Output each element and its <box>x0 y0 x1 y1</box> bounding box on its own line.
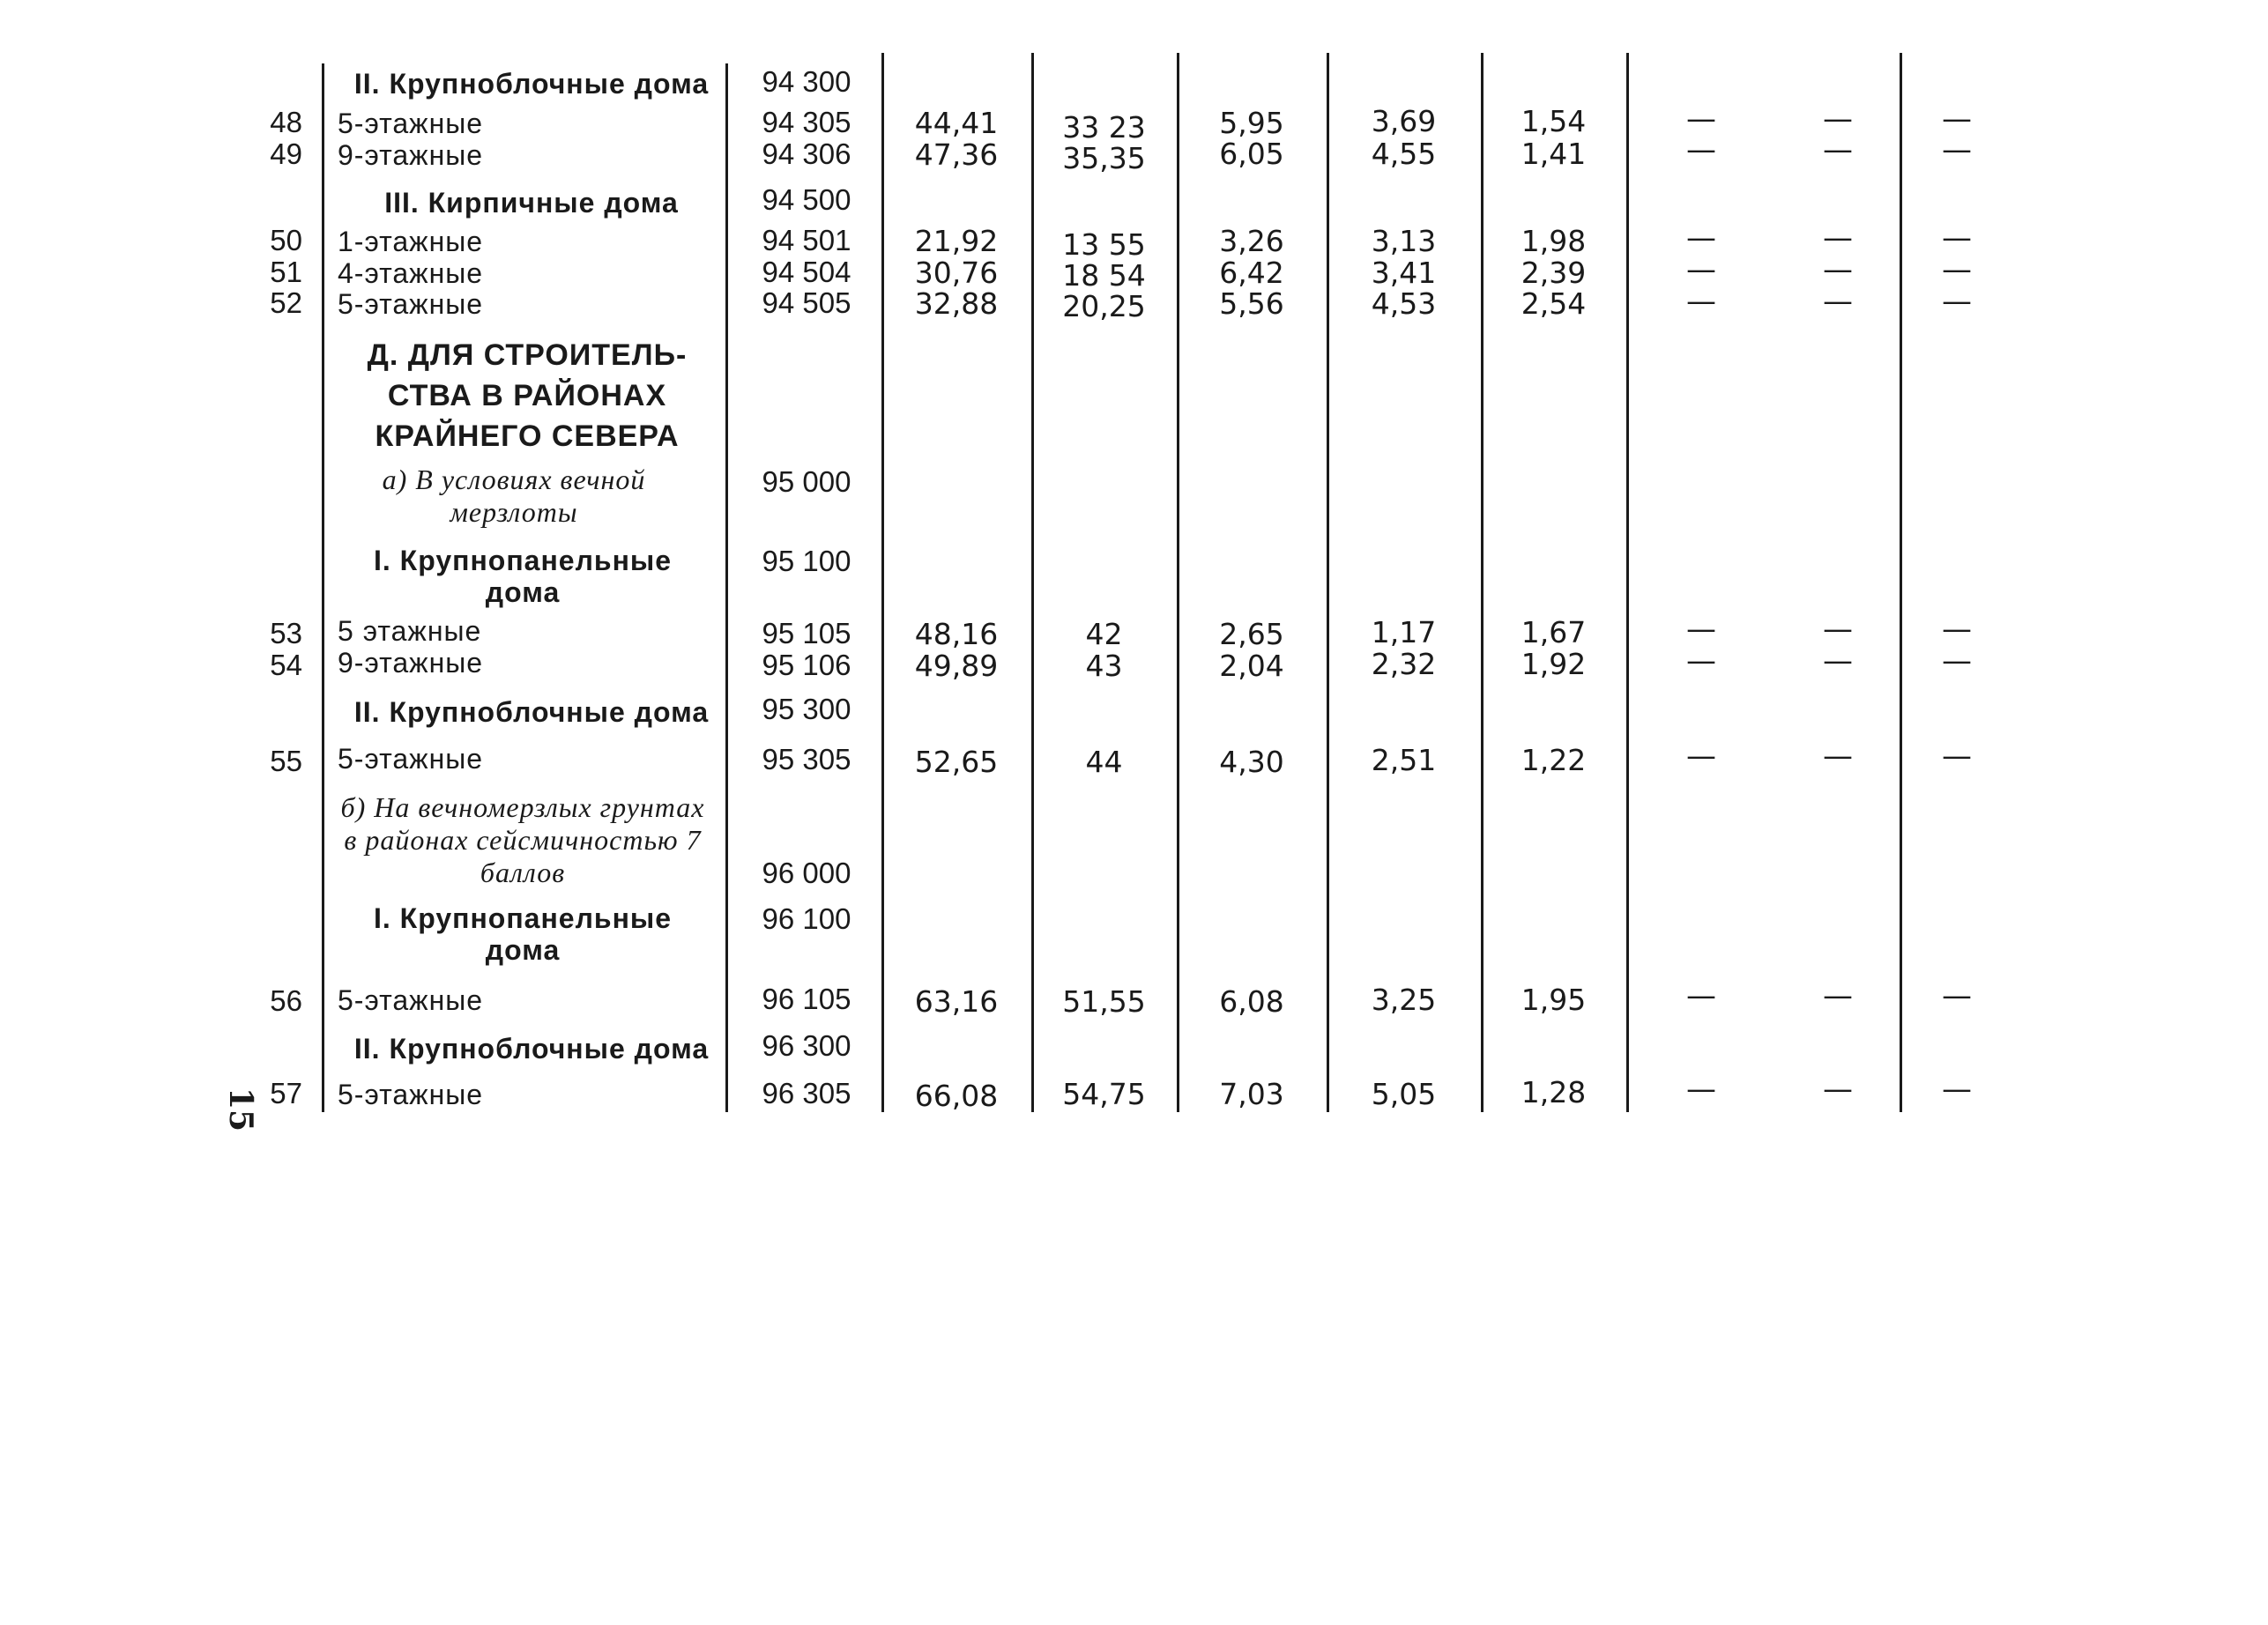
row-dash: — <box>1686 284 1716 319</box>
row-dash: — <box>1686 612 1716 647</box>
row-code: 94 305 <box>762 106 851 138</box>
row-value: 54,75 <box>1062 1077 1146 1111</box>
row-value: 1,54 <box>1521 104 1587 138</box>
row-value: 6,42 <box>1219 256 1284 290</box>
group-code: 95 000 <box>762 465 851 498</box>
row-dash: — <box>1823 101 1853 137</box>
row-value: 3,13 <box>1371 224 1437 258</box>
row-value: 66,08 <box>914 1079 999 1113</box>
row-dash: — <box>1942 978 1972 1013</box>
row-code: 95 105 <box>762 617 851 649</box>
row-dash: — <box>1686 252 1716 287</box>
row-value: 3,41 <box>1371 256 1437 290</box>
row-number: 55 <box>270 745 302 777</box>
row-value: 51,55 <box>1062 984 1146 1019</box>
group-code: 95 300 <box>762 693 851 725</box>
row-dash: — <box>1823 284 1853 319</box>
group-heading: III. Кирпичные дома <box>384 187 679 219</box>
row-code: 95 305 <box>762 743 851 775</box>
group-code: 96 300 <box>762 1029 851 1062</box>
row-value: 1,22 <box>1521 743 1587 777</box>
row-value: 1,98 <box>1521 224 1587 258</box>
row-number: 52 <box>270 286 302 319</box>
row-value: 1,17 <box>1371 615 1437 649</box>
column-rule <box>1177 53 1179 1112</box>
row-dash: — <box>1823 643 1853 679</box>
row-code: 96 305 <box>762 1077 851 1109</box>
group-heading: II. Крупноблочные дома <box>353 1033 710 1065</box>
row-number: 49 <box>270 137 302 170</box>
row-dash: — <box>1942 1072 1972 1107</box>
row-dash: — <box>1823 252 1853 287</box>
row-value: 6,08 <box>1219 984 1284 1019</box>
group-code: 96 100 <box>762 902 851 935</box>
row-number: 51 <box>270 256 302 288</box>
row-value: 1,28 <box>1521 1075 1587 1109</box>
row-value: 42 <box>1085 617 1123 651</box>
column-rule <box>322 63 324 1112</box>
row-value: 52,65 <box>914 745 999 779</box>
row-dash: — <box>1942 101 1972 137</box>
row-code: 94 505 <box>762 286 851 319</box>
row-value: 1,67 <box>1521 615 1587 649</box>
row-code: 95 106 <box>762 649 851 681</box>
row-value: 49,89 <box>914 649 999 683</box>
column-rule <box>1327 53 1329 1112</box>
row-value: 18 54 <box>1062 258 1146 293</box>
column-rule <box>725 63 728 1112</box>
row-dash: — <box>1942 284 1972 319</box>
row-value: 5,95 <box>1219 106 1284 140</box>
row-value: 2,54 <box>1521 286 1587 321</box>
page-number: 15 <box>222 1087 260 1132</box>
row-value: 47,36 <box>914 137 999 172</box>
row-dash: — <box>1823 132 1853 167</box>
row-name: 5-этажные <box>338 984 484 1016</box>
row-value: 20,25 <box>1062 289 1146 323</box>
row-dash: — <box>1686 738 1716 774</box>
row-dash: — <box>1823 612 1853 647</box>
row-value: 4,53 <box>1371 286 1437 321</box>
row-value: 2,04 <box>1219 649 1284 683</box>
group-code: 95 100 <box>762 545 851 577</box>
row-number: 53 <box>270 617 302 649</box>
row-dash: — <box>1686 220 1716 256</box>
row-name: 5-этажные <box>338 288 484 320</box>
row-dash: — <box>1823 1072 1853 1107</box>
row-code: 96 105 <box>762 983 851 1015</box>
row-value: 48,16 <box>914 617 999 651</box>
row-value: 5,56 <box>1219 286 1284 321</box>
row-name: 4-этажные <box>338 257 484 289</box>
row-dash: — <box>1942 132 1972 167</box>
group-code: 96 000 <box>762 857 851 889</box>
column-rule <box>881 53 884 1112</box>
row-dash: — <box>1823 978 1853 1013</box>
row-dash: — <box>1942 252 1972 287</box>
row-number: 56 <box>270 984 302 1017</box>
group-heading: I. Крупнопанельные дома <box>373 545 673 608</box>
column-rule <box>1626 53 1629 1112</box>
row-value: 6,05 <box>1219 137 1284 171</box>
row-dash: — <box>1686 101 1716 137</box>
row-code: 94 504 <box>762 256 851 288</box>
row-value: 7,03 <box>1219 1077 1284 1111</box>
row-value: 3,25 <box>1371 983 1437 1017</box>
row-dash: — <box>1942 220 1972 256</box>
row-value: 32,88 <box>914 286 999 321</box>
row-dash: — <box>1942 612 1972 647</box>
row-value: 2,51 <box>1371 743 1437 777</box>
row-dash: — <box>1942 738 1972 774</box>
row-value: 1,41 <box>1521 137 1587 171</box>
row-name: 9-этажные <box>338 647 484 679</box>
row-dash: — <box>1686 132 1716 167</box>
row-value: 4,55 <box>1371 137 1437 171</box>
row-dash: — <box>1686 978 1716 1013</box>
row-value: 5,05 <box>1371 1077 1437 1111</box>
row-name: 5-этажные <box>338 743 484 775</box>
row-value: 3,69 <box>1371 104 1437 138</box>
row-dash: — <box>1942 643 1972 679</box>
row-dash: — <box>1686 643 1716 679</box>
row-name: 5 этажные <box>338 615 482 647</box>
column-rule <box>1031 53 1034 1112</box>
row-code: 94 306 <box>762 137 851 170</box>
group-heading: II. Крупноблочные дома <box>353 68 710 100</box>
row-value: 44 <box>1085 745 1123 779</box>
section-title: Д. ДЛЯ СТРОИТЕЛЬ-СТВА В РАЙОНАХ КРАЙНЕГО СЕВЕРА <box>367 338 688 453</box>
row-name: 9-этажные <box>338 139 484 171</box>
row-value: 1,92 <box>1521 647 1587 681</box>
group-heading: II. Крупноблочные дома <box>353 696 710 728</box>
row-dash: — <box>1686 1072 1716 1107</box>
row-value: 2,39 <box>1521 256 1587 290</box>
row-value: 13 55 <box>1062 227 1146 262</box>
row-number: 48 <box>270 106 302 138</box>
row-value: 63,16 <box>914 984 999 1019</box>
row-value: 2,32 <box>1371 647 1437 681</box>
row-dash: — <box>1823 738 1853 774</box>
row-value: 43 <box>1085 649 1123 683</box>
group-code: 94 500 <box>762 183 851 216</box>
row-value: 30,76 <box>914 256 999 290</box>
row-dash: — <box>1823 220 1853 256</box>
column-rule <box>1481 53 1483 1112</box>
group-heading: I. Крупнопанельные дома <box>373 902 673 966</box>
row-code: 94 501 <box>762 224 851 256</box>
row-name: 5-этажные <box>338 1079 484 1110</box>
subsection-italic: а) В условиях вечной мерзлоты <box>382 464 646 528</box>
row-value: 4,30 <box>1219 745 1284 779</box>
row-number: 57 <box>270 1077 302 1109</box>
row-value: 35,35 <box>1062 141 1146 175</box>
row-value: 44,41 <box>914 106 999 140</box>
row-name: 5-этажные <box>338 108 484 139</box>
row-number: 54 <box>270 649 302 681</box>
row-value: 33 23 <box>1062 110 1146 145</box>
row-name: 1-этажные <box>338 226 484 257</box>
group-code: 94 300 <box>762 65 851 98</box>
row-number: 50 <box>270 224 302 256</box>
row-value: 2,65 <box>1219 617 1284 651</box>
column-rule <box>1900 53 1902 1112</box>
row-value: 21,92 <box>914 224 999 258</box>
subsection-italic: б) На вечномерзлых грунтах в районах сейсмичностью 7 баллов <box>340 791 705 888</box>
row-value: 1,95 <box>1521 983 1587 1017</box>
row-value: 3,26 <box>1219 224 1284 258</box>
